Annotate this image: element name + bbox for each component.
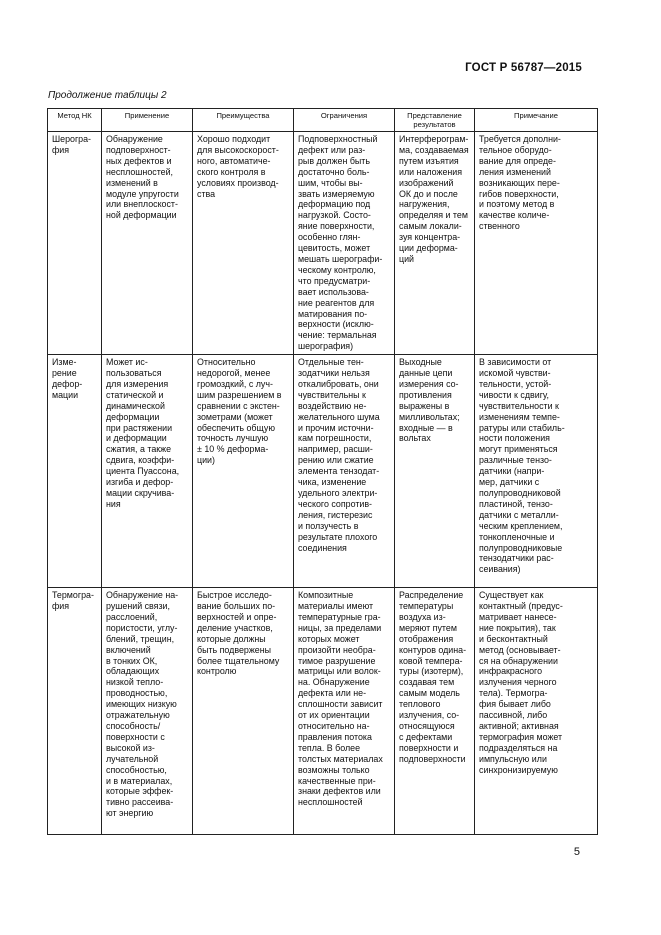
- cell-limitations: Отдельные тен- зодатчики нельзя откалибровать, они чувствительны к воздействию не- желательного шума и прочим источни- кам погрешности, например, расши- рению или сжатие элемента тензодат- чика, изменение удельного электри- ческого сопротив- ления, гистерезис и ползучесть в результате плохого соединения: [294, 355, 395, 588]
- table-header-row: [48, 109, 598, 132]
- cell-method: Термогра- фия: [48, 588, 102, 835]
- column-header-method: Метод НК: [48, 109, 102, 132]
- cell-advantages: Быстрое исследо- вание больших по- верхностей и опре- деление участков, которые должны быть подвержены более тщательному контролю: [193, 588, 294, 835]
- cell-results: Интерферограм- ма, создаваемая путем изъятия или наложения изображений ОК до и после нагружения, определяя и тем самым локали- зуя концентра- ции деформа- ций: [395, 132, 475, 355]
- cell-results: Выходные данные цепи измерения со- противления выражены в милливольтах; входные — в вольтах: [395, 355, 475, 588]
- cell-application: Обнаружение подповерхност- ных дефектов и несплошностей, изменений в модуле упругости или внеплоскост- ной деформации: [102, 132, 193, 355]
- column-header-notes: Примечание: [475, 109, 598, 132]
- column-header-limitations: Ограничения: [294, 109, 395, 132]
- cell-limitations: Композитные материалы имеют температурные гра- ницы, за пределами которых может произойти необра- тимое разрушение матрицы или волок- на. Обнаружение дефекта или не- сплошности зависит от их ориентации относительно на- правления потока тепла. В более толстых материалах возможны только качественные при- знаки дефектов или несплошностей: [294, 588, 395, 835]
- document-code: ГОСТ Р 56787—2015: [465, 62, 582, 74]
- page-number: 5: [573, 846, 580, 858]
- cell-notes: Существует как контактный (предус- матривает нанесе- ние покрытия), так и бесконтактный метод (основывает- ся на обнаружении инфракрасного излучения черного тела). Термогра- фия бывает либо пассивной, либо активной; активная термография может подразделяться на импульсную или синхронизируемую: [475, 588, 598, 835]
- cell-application: Обнаружение на- рушений связи, расслоений, пористости, углу- блений, трещин, включений в тонких ОК, обладающих низкой тепло- проводностью, имеющих низкую отражательную способность/ поверхности с высокой из- лучательной способностью, и в материалах, которые эффек- тивно рассеива- ют энергию: [102, 588, 193, 835]
- table-row: [48, 355, 598, 588]
- cell-method: Шерогра- фия: [48, 132, 102, 355]
- column-header-results: Представление результатов: [395, 109, 475, 132]
- cell-notes: В зависимости от искомой чувстви- тельности, устой- чивости к сдвигу, чувствительности к изменениям темпе- ратуры или стабиль- ности положения могут применяться различные тензо- датчики (напри- мер, датчики с полупроводниковой пластиной, тензо- датчики с металли- ческим креплением, тонкопленочные и полупроводниковые тензодатчики рас- сеивания): [475, 355, 598, 588]
- cell-notes: Требуется дополни- тельное оборудо- вание для опреде- ления изменений возникающих пере- гибов поверхности, и поэтому метод в качестве количе- ственного: [475, 132, 598, 355]
- table-row: [48, 588, 598, 835]
- cell-method: Изме- рение дефор- мации: [48, 355, 102, 588]
- cell-advantages: Хорошо подходит для высокоскорост- ного, автоматиче- ского контроля в условиях производ- ства: [193, 132, 294, 355]
- column-header-advantages: Преимущества: [193, 109, 294, 132]
- table-caption: Продолжение таблицы 2: [48, 90, 167, 101]
- cell-results: Распределение температуры воздуха из- меряют путем отображения контуров одина- ковой темпера- туры (изотерм), создавая тем самым модель теплового излучения, со- относящуюся с дефектами поверхности и подповерхности: [395, 588, 475, 835]
- cell-application: Может ис- пользоваться для измерения статической и динамической деформации при растяжении и деформации сжатия, а также сдвига, коэффи- циента Пуассона, изгиба и дефор- мации скручива- ния: [102, 355, 193, 588]
- methods-table: [47, 108, 598, 835]
- column-header-application: Применение: [102, 109, 193, 132]
- cell-advantages: Относительно недорогой, менее громоздкий, с луч- шим разрешением в сравнении с экстен- зометрами (может обеспечить общую точность лучшую ± 10 % деформа- ции): [193, 355, 294, 588]
- cell-limitations: Подповерхностный дефект или раз- рыв должен быть достаточно боль- шим, чтобы вы- звать измеряемую деформацию под нагрузкой. Состо- яние поверхности, особенно глян- цевитость, может мешать шерографи- ческому контролю, что предусматри- вает использова- ние реагентов для матирования по- верхности (исклю- чение: термальная шерография): [294, 132, 395, 355]
- table-row: [48, 132, 598, 355]
